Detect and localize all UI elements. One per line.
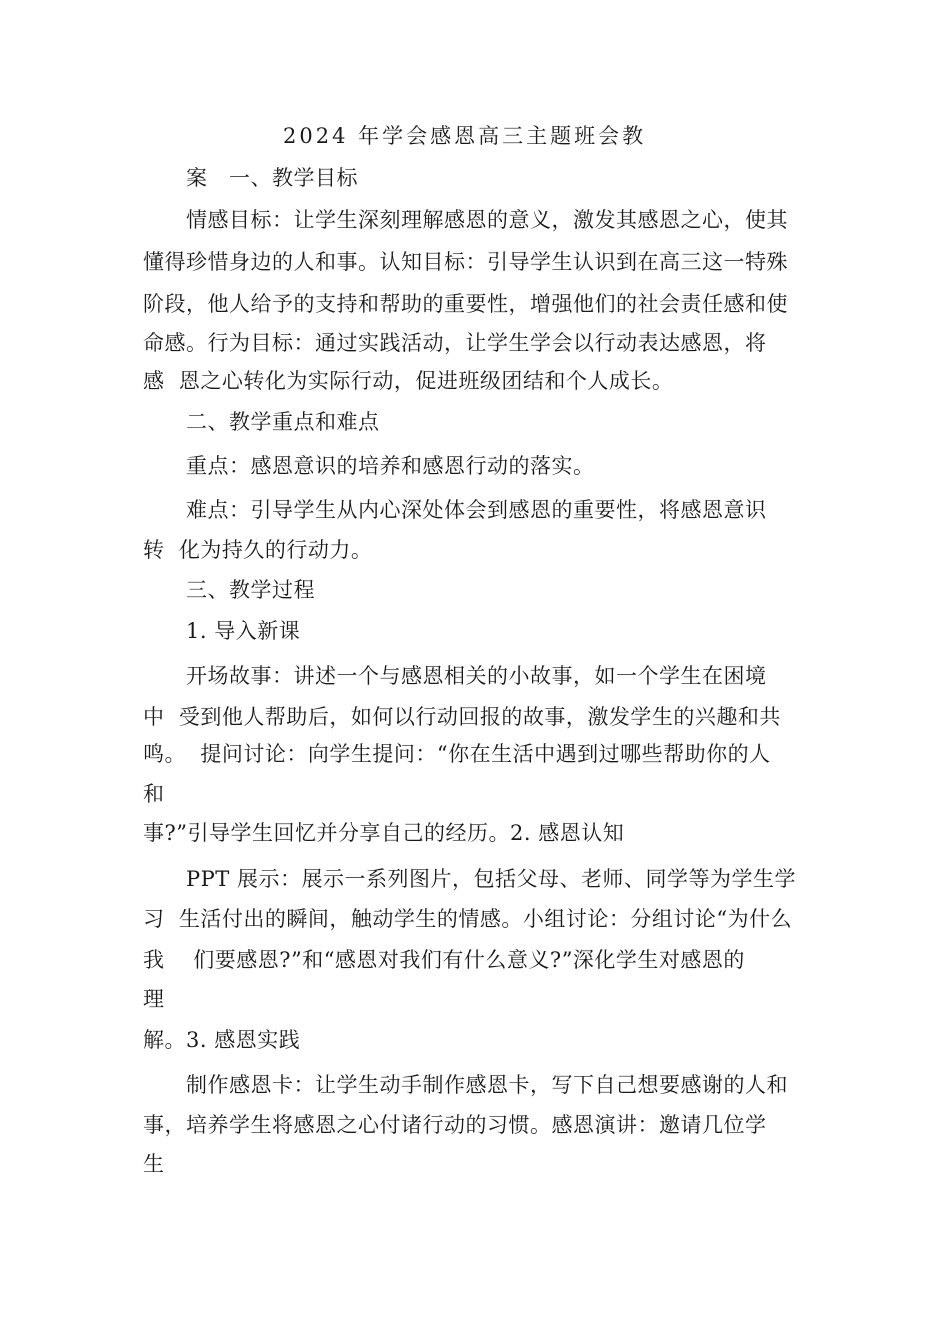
paragraph-line: 情感目标：让学生深刻理解感恩的意义，激发其感恩之心，使其 <box>186 208 788 232</box>
paragraph-line: 事?”引导学生回忆并分享自己的经历。2. 感恩认知 <box>143 821 625 845</box>
paragraph-line: 懂得珍惜身边的人和事。认知目标：引导学生认识到在高三这一特殊 <box>143 250 788 274</box>
paragraph-line: 阶段，他人给予的支持和帮助的重要性，增强他们的社会责任感和使 <box>143 292 788 316</box>
paragraph-line: 制作感恩卡：让学生动手制作感恩卡，写下自己想要感谢的人和 <box>186 1073 788 1097</box>
paragraph-line: 鸣。 提问讨论：向学生提问：“你在生活中遇到过哪些帮助你的人 <box>143 742 771 766</box>
paragraph-line: 难点：引导学生从内心深处体会到感恩的重要性，将感恩意识 <box>186 498 767 522</box>
subsection-heading-intro: 1. 导入新课 <box>186 619 301 643</box>
paragraph-line: 理 <box>143 987 165 1011</box>
paragraph-line: 感 恩之心转化为实际行动，促进班级团结和个人成长。 <box>143 369 674 393</box>
paragraph-line: 生 <box>143 1152 165 1176</box>
paragraph-line: 命感。行为目标：通过实践活动，让学生学会以行动表达感恩，将 <box>143 331 767 355</box>
section-heading-key-points: 二、教学重点和难点 <box>186 410 380 434</box>
paragraph-line: 习 生活付出的瞬间，触动学生的情感。小组讨论：分组讨论“为什么 <box>143 907 793 931</box>
paragraph-line: 事，培养学生将感恩之心付诸行动的习惯。感恩演讲：邀请几位学 <box>143 1113 767 1137</box>
paragraph-line: PPT 展示：展示一系列图片，包括父母、老师、同学等为学生学 <box>186 867 796 891</box>
paragraph-line: 解。3. 感恩实践 <box>143 1028 301 1052</box>
document-title: 2024 年学会感恩高三主题班会教 <box>283 124 647 148</box>
paragraph-line: 重点：感恩意识的培养和感恩行动的落实。 <box>186 454 595 478</box>
paragraph-line: 转 化为持久的行动力。 <box>143 538 373 562</box>
paragraph-line: 中 受到他人帮助后，如何以行动回报的故事，激发学生的兴趣和共 <box>143 705 781 729</box>
paragraph-line: 开场故事：讲述一个与感恩相关的小故事，如一个学生在困境 <box>186 664 767 688</box>
paragraph-line: 和 <box>143 782 165 806</box>
paragraph-line: 我 们要感恩?”和“感恩对我们有什么意义?”深化学生对感恩的 <box>143 948 745 972</box>
section-heading-objectives: 案 一、教学目标 <box>186 166 359 190</box>
section-heading-process: 三、教学过程 <box>186 578 315 602</box>
